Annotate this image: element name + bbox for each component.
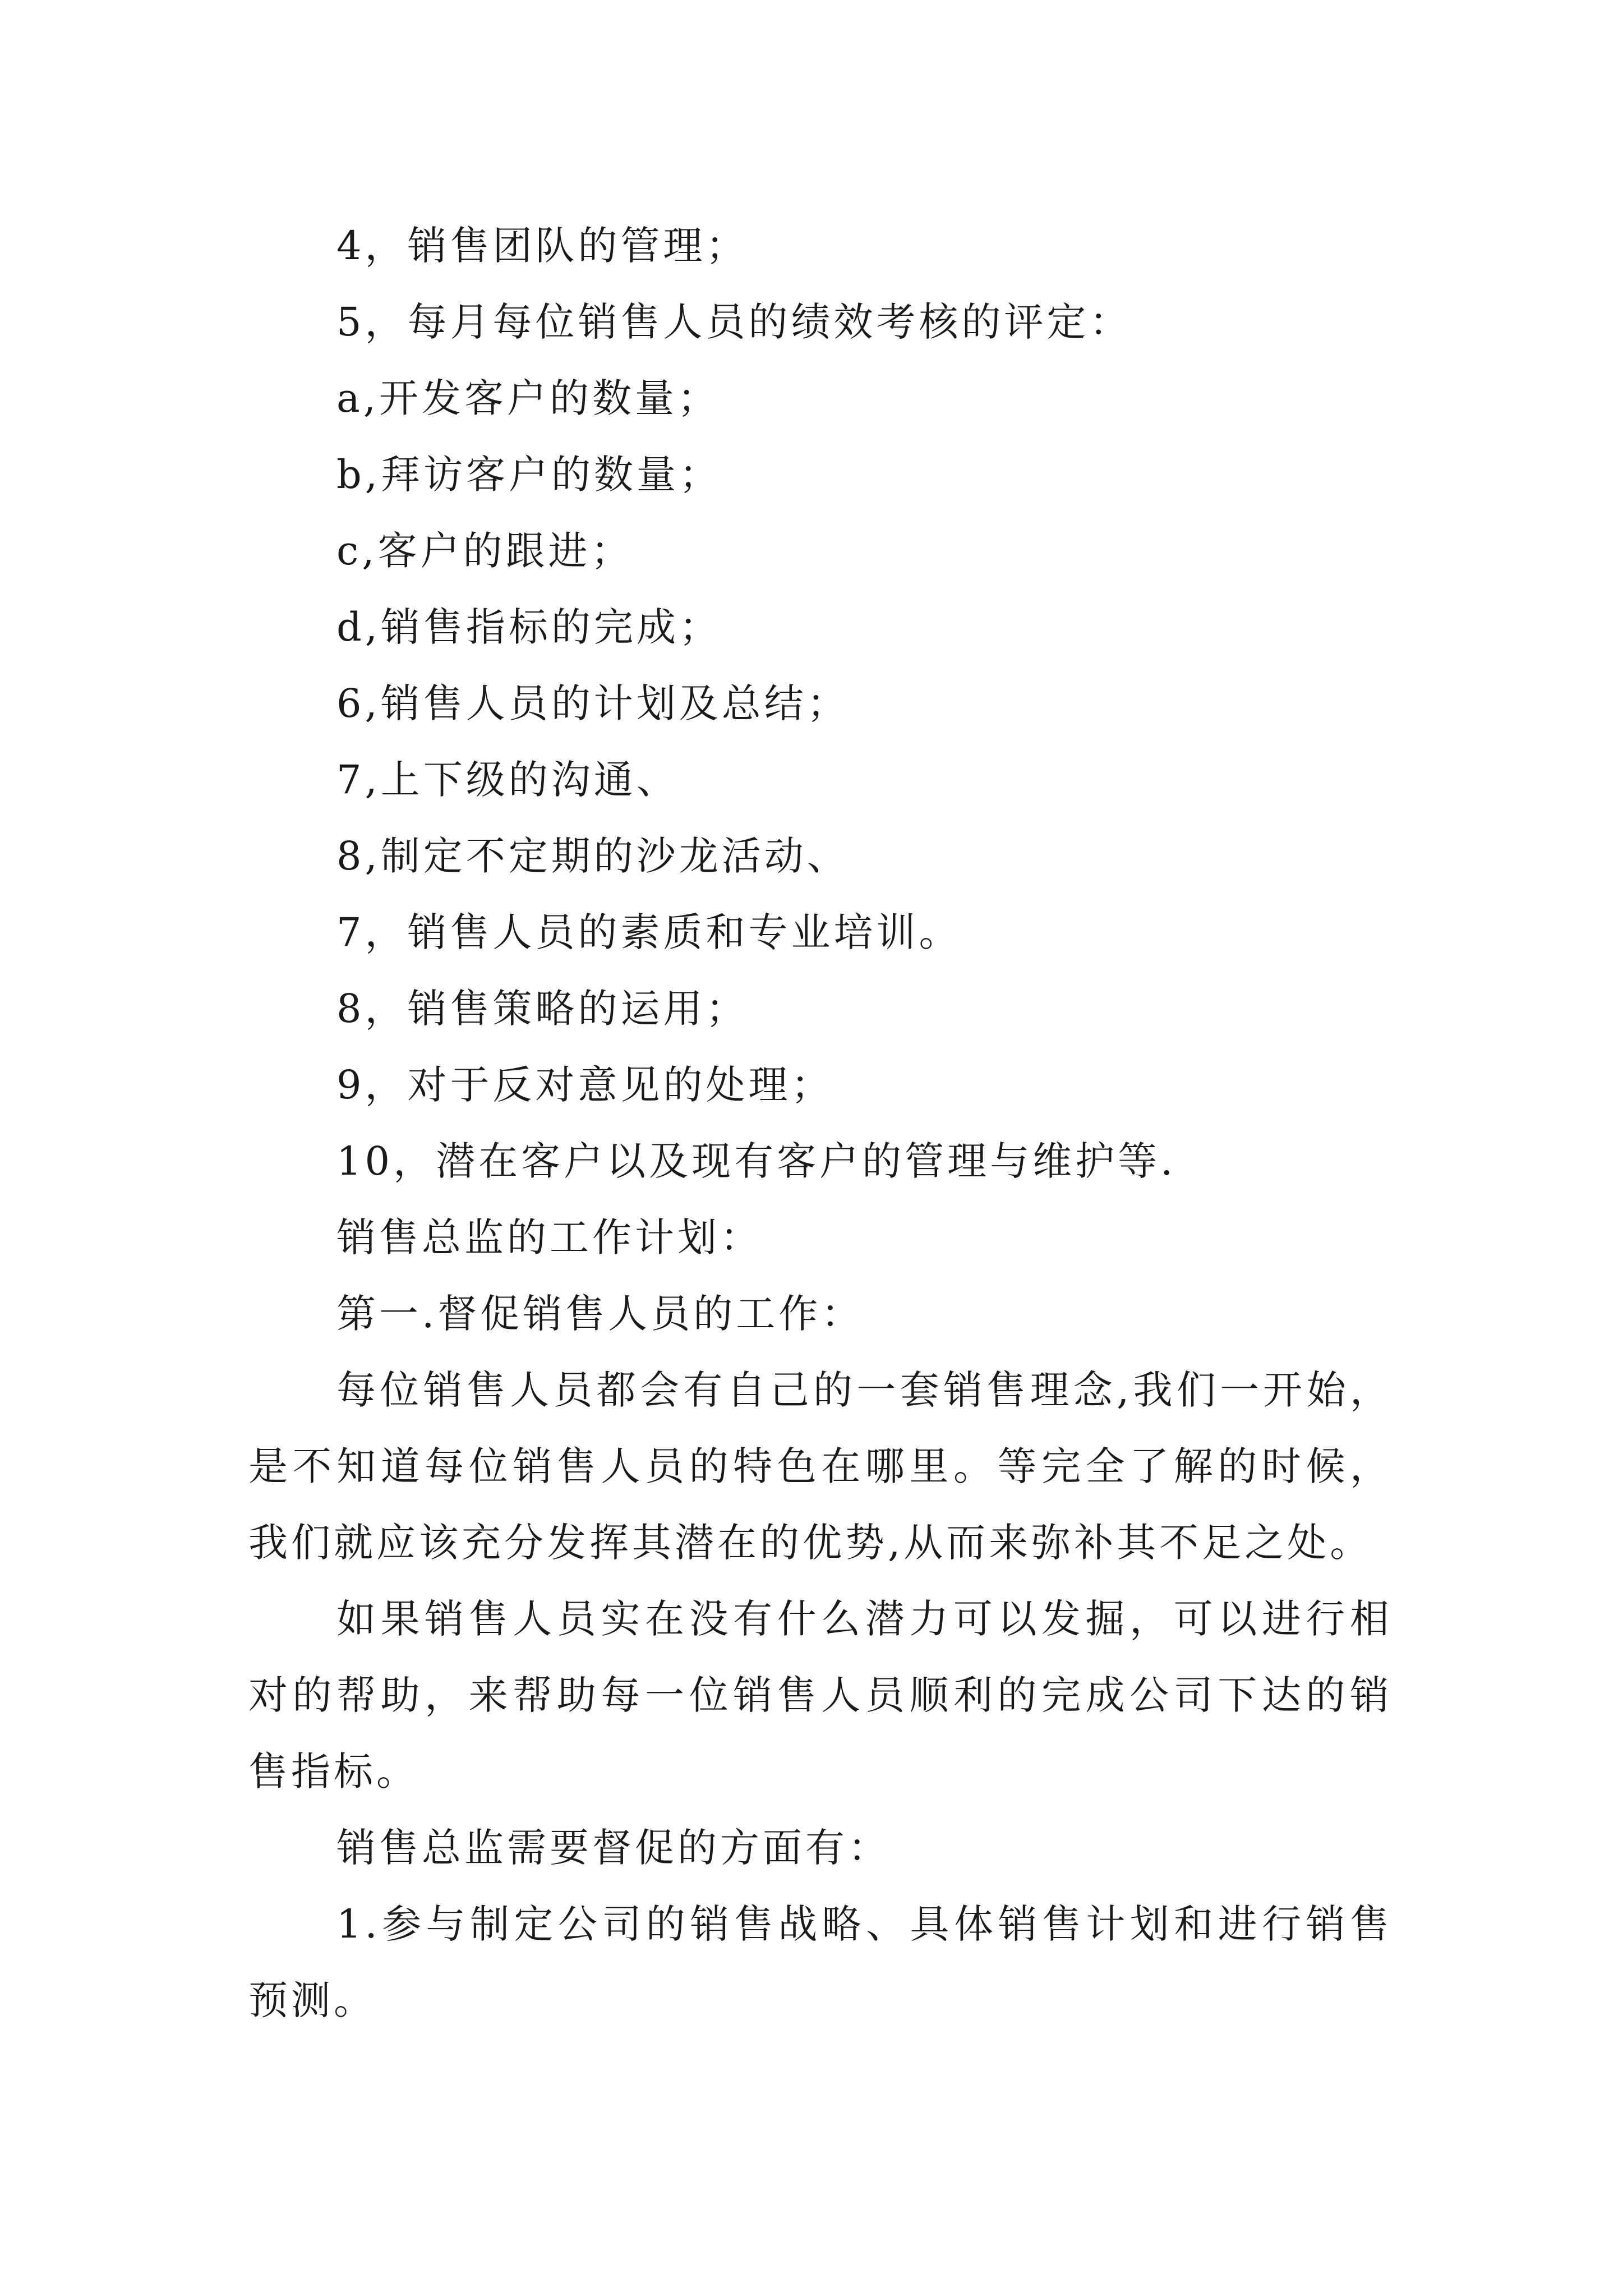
paragraph: 销售总监需要督促的方面有： [336,1825,891,1871]
list-item: 7，销售人员的素质和专业培训。 [336,909,962,955]
list-item: 9，对于反对意见的处理； [336,1062,834,1108]
paragraph: 每位销售人员都会有自己的一套销售理念,我们一开始，是不知道每位销售人员的特色在哪里。等完全了解的时候，我们就应该充分发挥其潜在的优势,从而来弥补其不足之处。 [248,1367,1393,1566]
paragraph: 1.参与制定公司的销售战略、具体销售计划和进行销售预测。 [248,1901,1393,2023]
list-item: c,客户的跟进； [336,528,634,574]
list-item: 8，销售策略的运用； [336,986,749,1032]
document-body [248,208,1393,2039]
list-item: a,开发客户的数量； [336,375,720,421]
list-item: b,拜访客户的数量； [336,452,722,498]
list-item: 7,上下级的沟通、 [336,757,679,803]
list-item: 6,销售人员的计划及总结； [336,680,850,726]
list-item: 5，每月每位销售人员的绩效考核的评定： [336,299,1132,345]
list-item: 10，潜在客户以及现有客户的管理与维护等. [336,1138,1177,1184]
list-item: 4，销售团队的管理； [336,223,749,269]
paragraph: 如果销售人员实在没有什么潜力可以发掘，可以进行相对的帮助，来帮助每一位销售人员顺利的完成公司下达的销售指标。 [248,1596,1393,1795]
section-heading: 销售总监的工作计划： [336,1214,763,1260]
list-item: d,销售指标的完成； [336,604,722,650]
subsection-heading: 第一.督促销售人员的工作： [336,1291,864,1337]
list-item: 8,制定不定期的沙龙活动、 [336,833,850,879]
